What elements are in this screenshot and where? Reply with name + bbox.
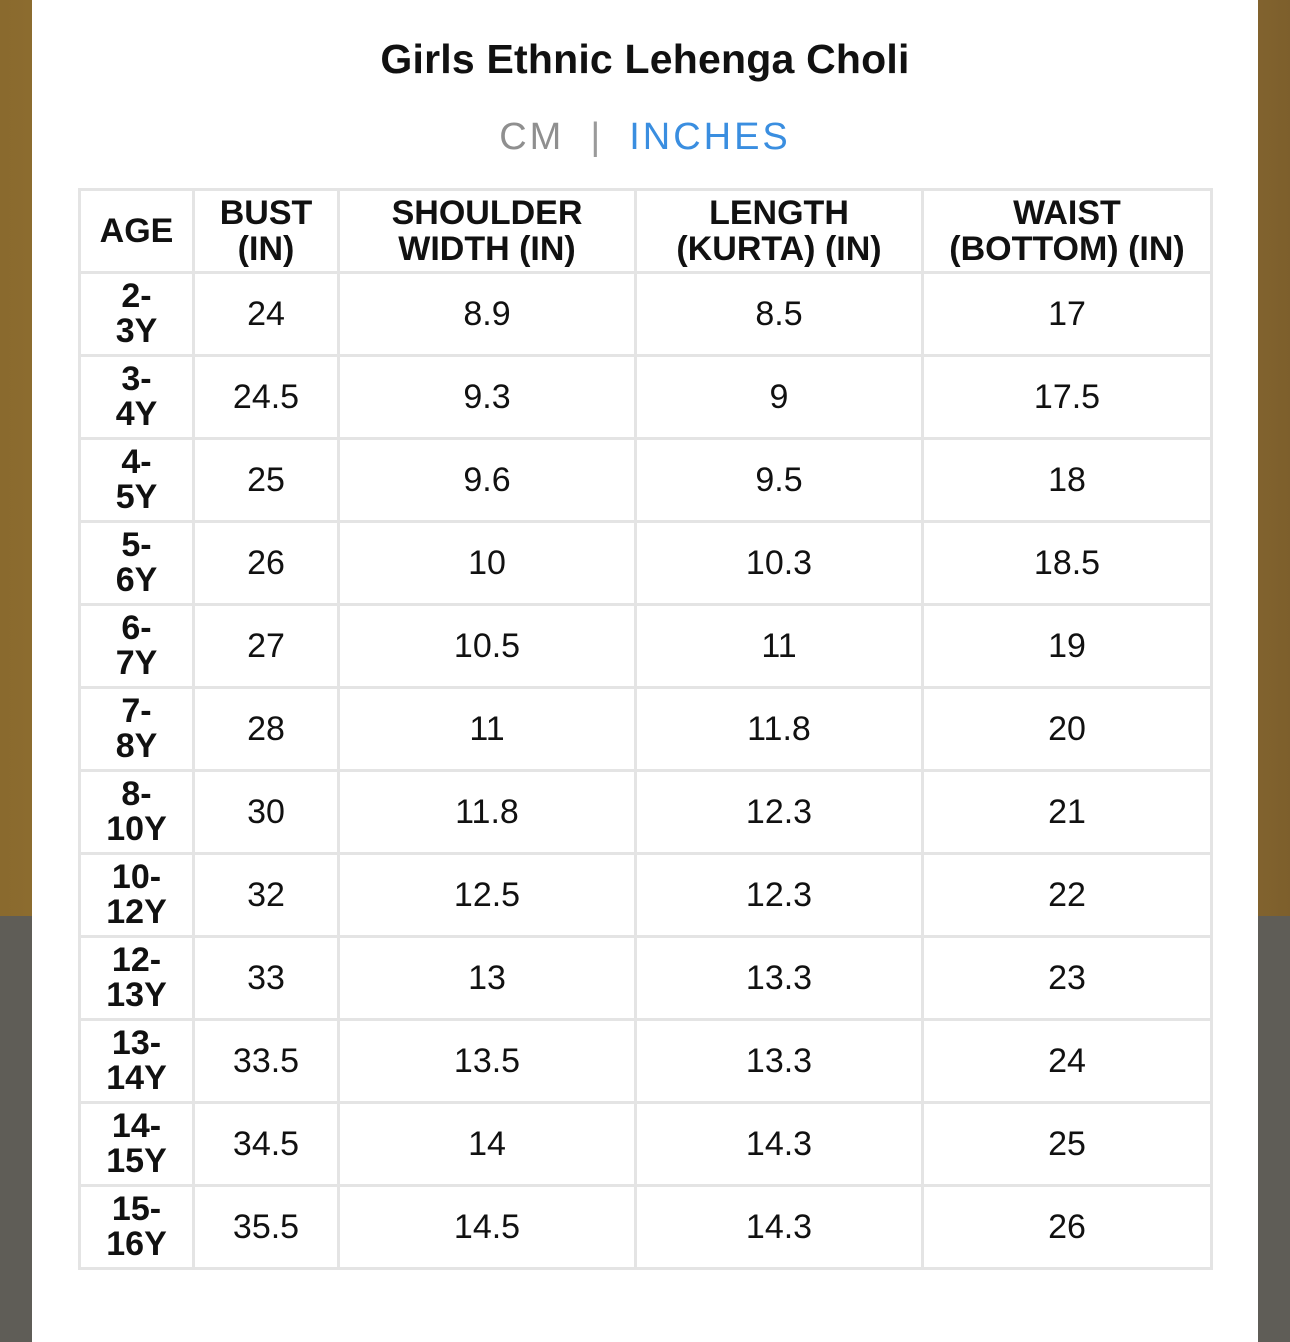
shoulder-cell: 14.5: [339, 1186, 636, 1269]
length-cell: 11: [636, 605, 923, 688]
waist-cell: 26: [923, 1186, 1212, 1269]
age-cell: 8- 10Y: [80, 771, 194, 854]
length-cell: 11.8: [636, 688, 923, 771]
bust-cell: 35.5: [194, 1186, 339, 1269]
length-cell: 14.3: [636, 1186, 923, 1269]
table-row: [80, 771, 1212, 854]
shoulder-cell: 9.6: [339, 439, 636, 522]
age-cell: 7- 8Y: [80, 688, 194, 771]
age-cell: 14- 15Y: [80, 1103, 194, 1186]
age-cell: 3- 4Y: [80, 356, 194, 439]
age-cell: 13- 14Y: [80, 1020, 194, 1103]
table-row: [80, 522, 1212, 605]
bust-cell: 24: [194, 273, 339, 356]
shoulder-cell: 11: [339, 688, 636, 771]
table-row: [80, 1020, 1212, 1103]
age-cell: 2- 3Y: [80, 273, 194, 356]
header-bust: BUST (IN): [194, 190, 339, 273]
bust-cell: 25: [194, 439, 339, 522]
shoulder-cell: 13.5: [339, 1020, 636, 1103]
waist-cell: 22: [923, 854, 1212, 937]
unit-toggle: [32, 116, 1258, 159]
age-cell: 15- 16Y: [80, 1186, 194, 1269]
age-cell: 5- 6Y: [80, 522, 194, 605]
table-row: [80, 688, 1212, 771]
shoulder-cell: 14: [339, 1103, 636, 1186]
size-table: [78, 188, 1213, 1270]
age-cell: 10- 12Y: [80, 854, 194, 937]
waist-cell: 21: [923, 771, 1212, 854]
unit-separator: |: [590, 116, 604, 158]
table-row: [80, 937, 1212, 1020]
shoulder-cell: 10.5: [339, 605, 636, 688]
header-length: LENGTH (KURTA) (IN): [636, 190, 923, 273]
length-cell: 13.3: [636, 937, 923, 1020]
waist-cell: 25: [923, 1103, 1212, 1186]
table-row: [80, 273, 1212, 356]
table-header-row: [80, 190, 1212, 273]
bust-cell: 34.5: [194, 1103, 339, 1186]
waist-cell: 17.5: [923, 356, 1212, 439]
header-waist: WAIST (BOTTOM) (IN): [923, 190, 1212, 273]
length-cell: 14.3: [636, 1103, 923, 1186]
length-cell: 9: [636, 356, 923, 439]
shoulder-cell: 8.9: [339, 273, 636, 356]
bust-cell: 27: [194, 605, 339, 688]
size-chart-title: Girls Ethnic Lehenga Choli: [380, 36, 910, 82]
shoulder-cell: 13: [339, 937, 636, 1020]
header-shoulder-width: SHOULDER WIDTH (IN): [339, 190, 636, 273]
length-cell: 10.3: [636, 522, 923, 605]
waist-cell: 23: [923, 937, 1212, 1020]
age-cell: 6- 7Y: [80, 605, 194, 688]
bust-cell: 30: [194, 771, 339, 854]
table-row: [80, 1103, 1212, 1186]
table-row: [80, 439, 1212, 522]
length-cell: 13.3: [636, 1020, 923, 1103]
table-row: [80, 854, 1212, 937]
table-row: [80, 356, 1212, 439]
waist-cell: 19: [923, 605, 1212, 688]
bust-cell: 28: [194, 688, 339, 771]
unit-cm-option[interactable]: CM: [499, 116, 565, 158]
bust-cell: 32: [194, 854, 339, 937]
table-row: [80, 1186, 1212, 1269]
table-row: [80, 605, 1212, 688]
shoulder-cell: 11.8: [339, 771, 636, 854]
unit-inches-option[interactable]: INCHES: [629, 116, 791, 158]
waist-cell: 17: [923, 273, 1212, 356]
header-age: AGE: [80, 190, 194, 273]
length-cell: 9.5: [636, 439, 923, 522]
waist-cell: 18: [923, 439, 1212, 522]
bust-cell: 24.5: [194, 356, 339, 439]
bust-cell: 33.5: [194, 1020, 339, 1103]
shoulder-cell: 10: [339, 522, 636, 605]
bust-cell: 26: [194, 522, 339, 605]
age-cell: 12- 13Y: [80, 937, 194, 1020]
waist-cell: 18.5: [923, 522, 1212, 605]
shoulder-cell: 12.5: [339, 854, 636, 937]
length-cell: 12.3: [636, 771, 923, 854]
shoulder-cell: 9.3: [339, 356, 636, 439]
waist-cell: 24: [923, 1020, 1212, 1103]
age-cell: 4- 5Y: [80, 439, 194, 522]
waist-cell: 20: [923, 688, 1212, 771]
size-chart-sheet: [32, 0, 1258, 1342]
length-cell: 8.5: [636, 273, 923, 356]
bust-cell: 33: [194, 937, 339, 1020]
length-cell: 12.3: [636, 854, 923, 937]
